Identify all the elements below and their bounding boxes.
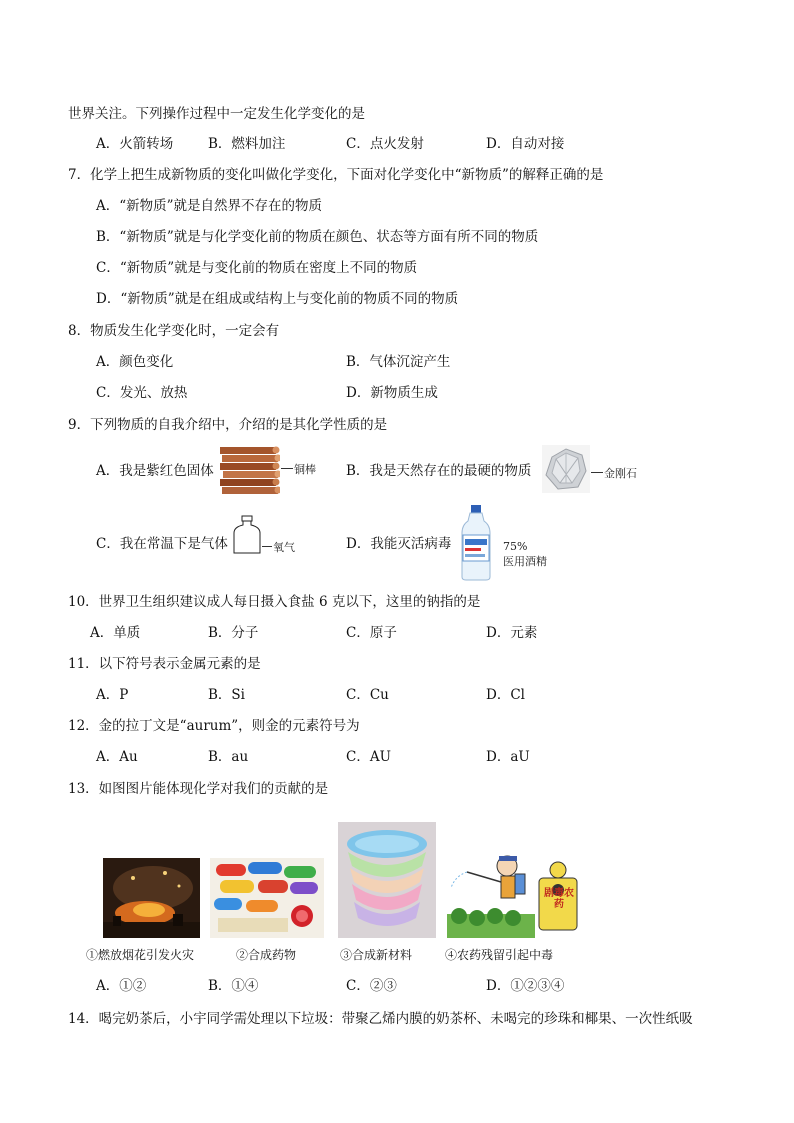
q11-option-a: A．P [96, 687, 129, 703]
q12-option-c: C．AU [346, 749, 391, 765]
diamond-label: 金刚石 [604, 467, 637, 480]
q8-option-d: D．新物质生成 [346, 385, 438, 401]
gas-jar-image [232, 515, 262, 555]
q13-option-a: A．①② [96, 978, 147, 994]
q8-option-a: A．颜色变化 [96, 354, 174, 370]
diamond-image [542, 445, 590, 493]
q7-option-d: D．“新物质”就是在组成或结构上与变化前的物质不同的物质 [96, 291, 459, 307]
question-6-stem-tail: 世界关注。下列操作过程中一定发生化学变化的是 [68, 106, 365, 122]
leader-line [262, 546, 272, 547]
pesticide-text: 剧毒农药 [544, 888, 574, 910]
image-caption-2: ②合成药物 [236, 948, 297, 962]
q7-option-a: A．“新物质”就是自然界不存在的物质 [96, 198, 323, 214]
leader-line [281, 468, 293, 469]
q8-option-b: B．气体沉淀产生 [346, 354, 451, 370]
q10-option-a: A．单质 [90, 625, 141, 641]
q13-option-d: D．①②③④ [486, 978, 565, 994]
question-11-stem: 11．以下符号表示金属元素的是 [68, 656, 261, 672]
question-9-stem: 9．下列物质的自我介绍中，介绍的是其化学性质的是 [68, 417, 388, 433]
q13-option-b: B．①④ [208, 978, 259, 994]
image-caption-4: ④农药残留引起中毒 [445, 948, 554, 962]
q9-option-b: B．我是天然存在的最硬的物质 [346, 463, 532, 479]
question-13-stem: 13．如图图片能体现化学对我们的贡献的是 [68, 781, 329, 797]
q12-option-b: B．au [208, 749, 249, 765]
image-caption-3: ③合成新材料 [340, 948, 413, 962]
q13-option-c: C．②③ [346, 978, 397, 994]
q6-option-d: D．自动对接 [486, 136, 565, 152]
q6-option-c: C．点火发射 [346, 136, 424, 152]
copper-rod-label: 铜棒 [294, 463, 316, 476]
question-7-stem: 7．化学上把生成新物质的变化叫做化学变化，下面对化学变化中“新物质”的解释正确的是 [68, 167, 604, 183]
q10-option-d: D．元素 [486, 625, 538, 641]
question-10-stem: 10．世界卫生组织建议成人每日摄入食盐 6 克以下，这里的钠指的是 [68, 594, 481, 610]
q9-option-a: A．我是紫红色固体 [96, 463, 214, 479]
q12-option-d: D．aU [486, 749, 530, 765]
oxygen-label: 氧气 [273, 541, 295, 554]
copper-rods-image [220, 445, 280, 497]
q10-option-b: B．分子 [208, 625, 259, 641]
q11-option-d: D．Cl [486, 687, 525, 703]
q6-option-b: B．燃料加注 [208, 136, 286, 152]
q12-option-a: A．Au [96, 749, 138, 765]
q11-option-c: C．Cu [346, 687, 389, 703]
q7-option-b: B．“新物质”就是与化学变化前的物质在颜色、状态等方面有所不同的物质 [96, 229, 539, 245]
q8-option-c: C．发光、放热 [96, 385, 188, 401]
q9-option-c: C．我在常温下是气体 [96, 536, 228, 552]
alcohol-bottle-image [458, 505, 494, 581]
q6-option-a: A．火箭转场 [96, 136, 174, 152]
q9-option-d: D．我能灭活病毒 [346, 536, 452, 552]
question-14-stem: 14．喝完奶茶后，小宇同学需处理以下垃圾：带聚乙烯内膜的奶茶杯、未喝完的珍珠和椰果、一次性纸吸 [68, 1011, 693, 1027]
question-8-stem: 8．物质发生化学变化时，一定会有 [68, 323, 280, 339]
alcohol-name-label: 医用酒精 [503, 555, 547, 568]
q10-option-c: C．原子 [346, 625, 397, 641]
question-12-stem: 12．金的拉丁文是“aurum”，则金的元素符号为 [68, 718, 360, 734]
alcohol-percent-label: 75% [503, 540, 528, 553]
q7-option-c: C．“新物质”就是与变化前的物质在密度上不同的物质 [96, 260, 418, 276]
leader-line [591, 472, 603, 473]
image-caption-1: ①燃放烟花引发火灾 [86, 948, 195, 962]
q11-option-b: B．Si [208, 687, 245, 703]
plastic-basins-image [338, 822, 436, 938]
medicine-capsules-image [210, 858, 324, 938]
fireworks-fire-image [103, 858, 200, 938]
